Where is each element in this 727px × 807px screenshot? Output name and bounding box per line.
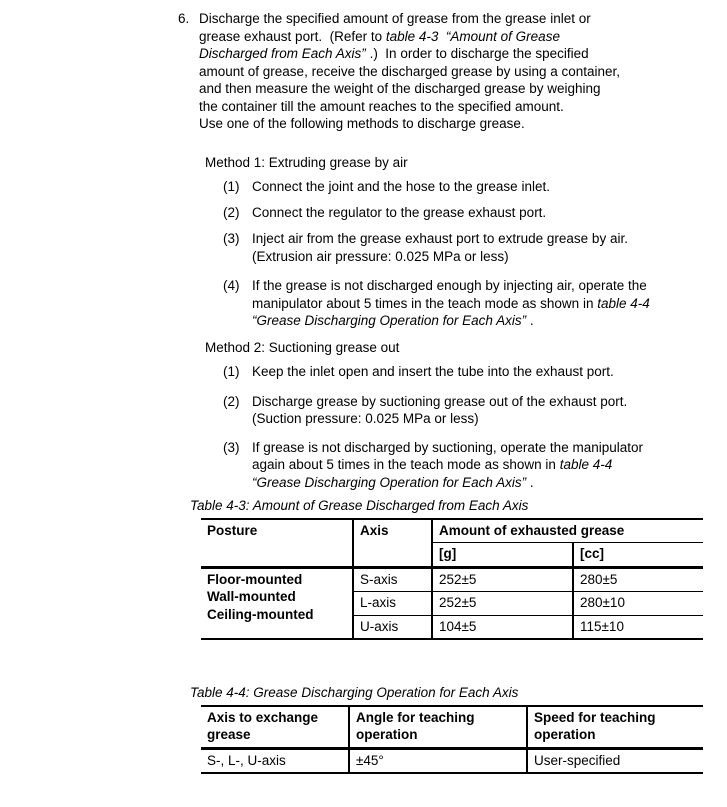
header-cc: [cc]	[573, 543, 703, 568]
grams-cell: 252±5	[432, 567, 573, 592]
method-2-item-3	[223, 439, 727, 492]
item-text: Connect the joint and the hose to the grease inlet.	[252, 179, 550, 194]
posture-cell	[201, 567, 353, 639]
grams-cell: 104±5	[432, 615, 573, 639]
cc-cell: 115±10	[573, 615, 703, 639]
table-4-4-caption: Table 4-4: Grease Discharging Operation for Each Axis	[190, 685, 519, 700]
header-angle: Angle for teaching operation	[349, 706, 527, 749]
item-number: (3)	[223, 231, 240, 246]
method-2-heading: Method 2: Suctioning grease out	[205, 339, 400, 355]
table-4-3	[201, 518, 703, 641]
item-number: (2)	[223, 204, 240, 220]
method-2-item-1	[223, 363, 727, 381]
angle-cell: ±45°	[349, 748, 527, 773]
method-1-item-3	[223, 230, 727, 265]
grams-cell: 252±5	[432, 592, 573, 616]
header-axis-exchange: Axis to exchange grease	[201, 706, 349, 749]
item-text: Inject air from the grease exhaust port to extrude grease by air. (Extrusion air pressure: 0.025 MPa or less)	[252, 231, 628, 264]
table-row	[201, 567, 703, 592]
item-number: (3)	[223, 439, 240, 455]
header-speed: Speed for teaching operation	[527, 706, 703, 749]
cc-cell: 280±10	[573, 592, 703, 616]
table-header-row	[201, 706, 703, 749]
item-number: (1)	[223, 364, 240, 379]
method-1-heading: Method 1: Extruding grease by air	[205, 154, 408, 170]
table-header-row	[201, 519, 703, 543]
table-4-3-caption: Table 4-3: Amount of Grease Discharged from Each Axis	[190, 498, 529, 513]
method-1-item-1	[223, 178, 727, 196]
item-text: Keep the inlet open and insert the tube into the exhaust port.	[252, 364, 614, 379]
header-amount: Amount of exhausted grease	[432, 519, 703, 543]
posture-value: Ceiling-mounted	[207, 606, 314, 622]
item-text: Connect the regulator to the grease exhaust port.	[252, 204, 547, 220]
item-number: (1)	[223, 179, 240, 194]
axis-cell: L-axis	[353, 592, 432, 616]
axis-cell: U-axis	[353, 615, 432, 639]
speed-cell: User-specified	[527, 748, 703, 773]
table-row	[201, 748, 703, 773]
item-number: (2)	[223, 393, 240, 409]
method-1-item-2	[223, 204, 727, 222]
step-6	[178, 10, 727, 133]
method-1-item-4	[223, 277, 727, 330]
table-4-4	[201, 705, 703, 775]
method-2-item-2	[223, 393, 727, 428]
step-6-text: Discharge the specified amount of grease from the grease inlet or grease exhaust port. (Refer to table 4-3 “Amount of Grease Discharged from Each Axis” .) In order to discharge the specified amount of grease, receive the discharged grease by using a container, and then measure the weight of the discharged grease by weighing the container till the amount reaches to the specified amount. Use one of the following methods to discharge grease.	[199, 11, 621, 131]
item-number: (4)	[223, 278, 240, 293]
item-text: Discharge grease by suctioning grease out of the exhaust port. (Suction pressure: 0.025 MPa or less)	[252, 393, 628, 426]
cc-cell: 280±5	[573, 567, 703, 592]
item-text: If the grease is not discharged enough by injecting air, operate the manipulator about 5 times in the teach mode as shown in table 4-4 “Grease Discharging Operation for Each Axis” .	[252, 278, 650, 328]
item-text: If grease is not discharged by suctioning, operate the manipulator again about 5 times in the teach mode as shown in table 4-4 “Grease Discharging Operation for Each Axis” .	[252, 439, 643, 490]
header-grams: [g]	[432, 543, 573, 568]
posture-value: Floor-mounted	[207, 571, 303, 587]
step-number: 6.	[178, 11, 190, 26]
axis-cell: S-axis	[353, 567, 432, 592]
header-posture: Posture	[201, 519, 353, 568]
axis-exchange-cell: S-, L-, U-axis	[207, 752, 286, 768]
header-axis: Axis	[353, 519, 432, 568]
posture-value: Wall-mounted	[207, 589, 296, 604]
